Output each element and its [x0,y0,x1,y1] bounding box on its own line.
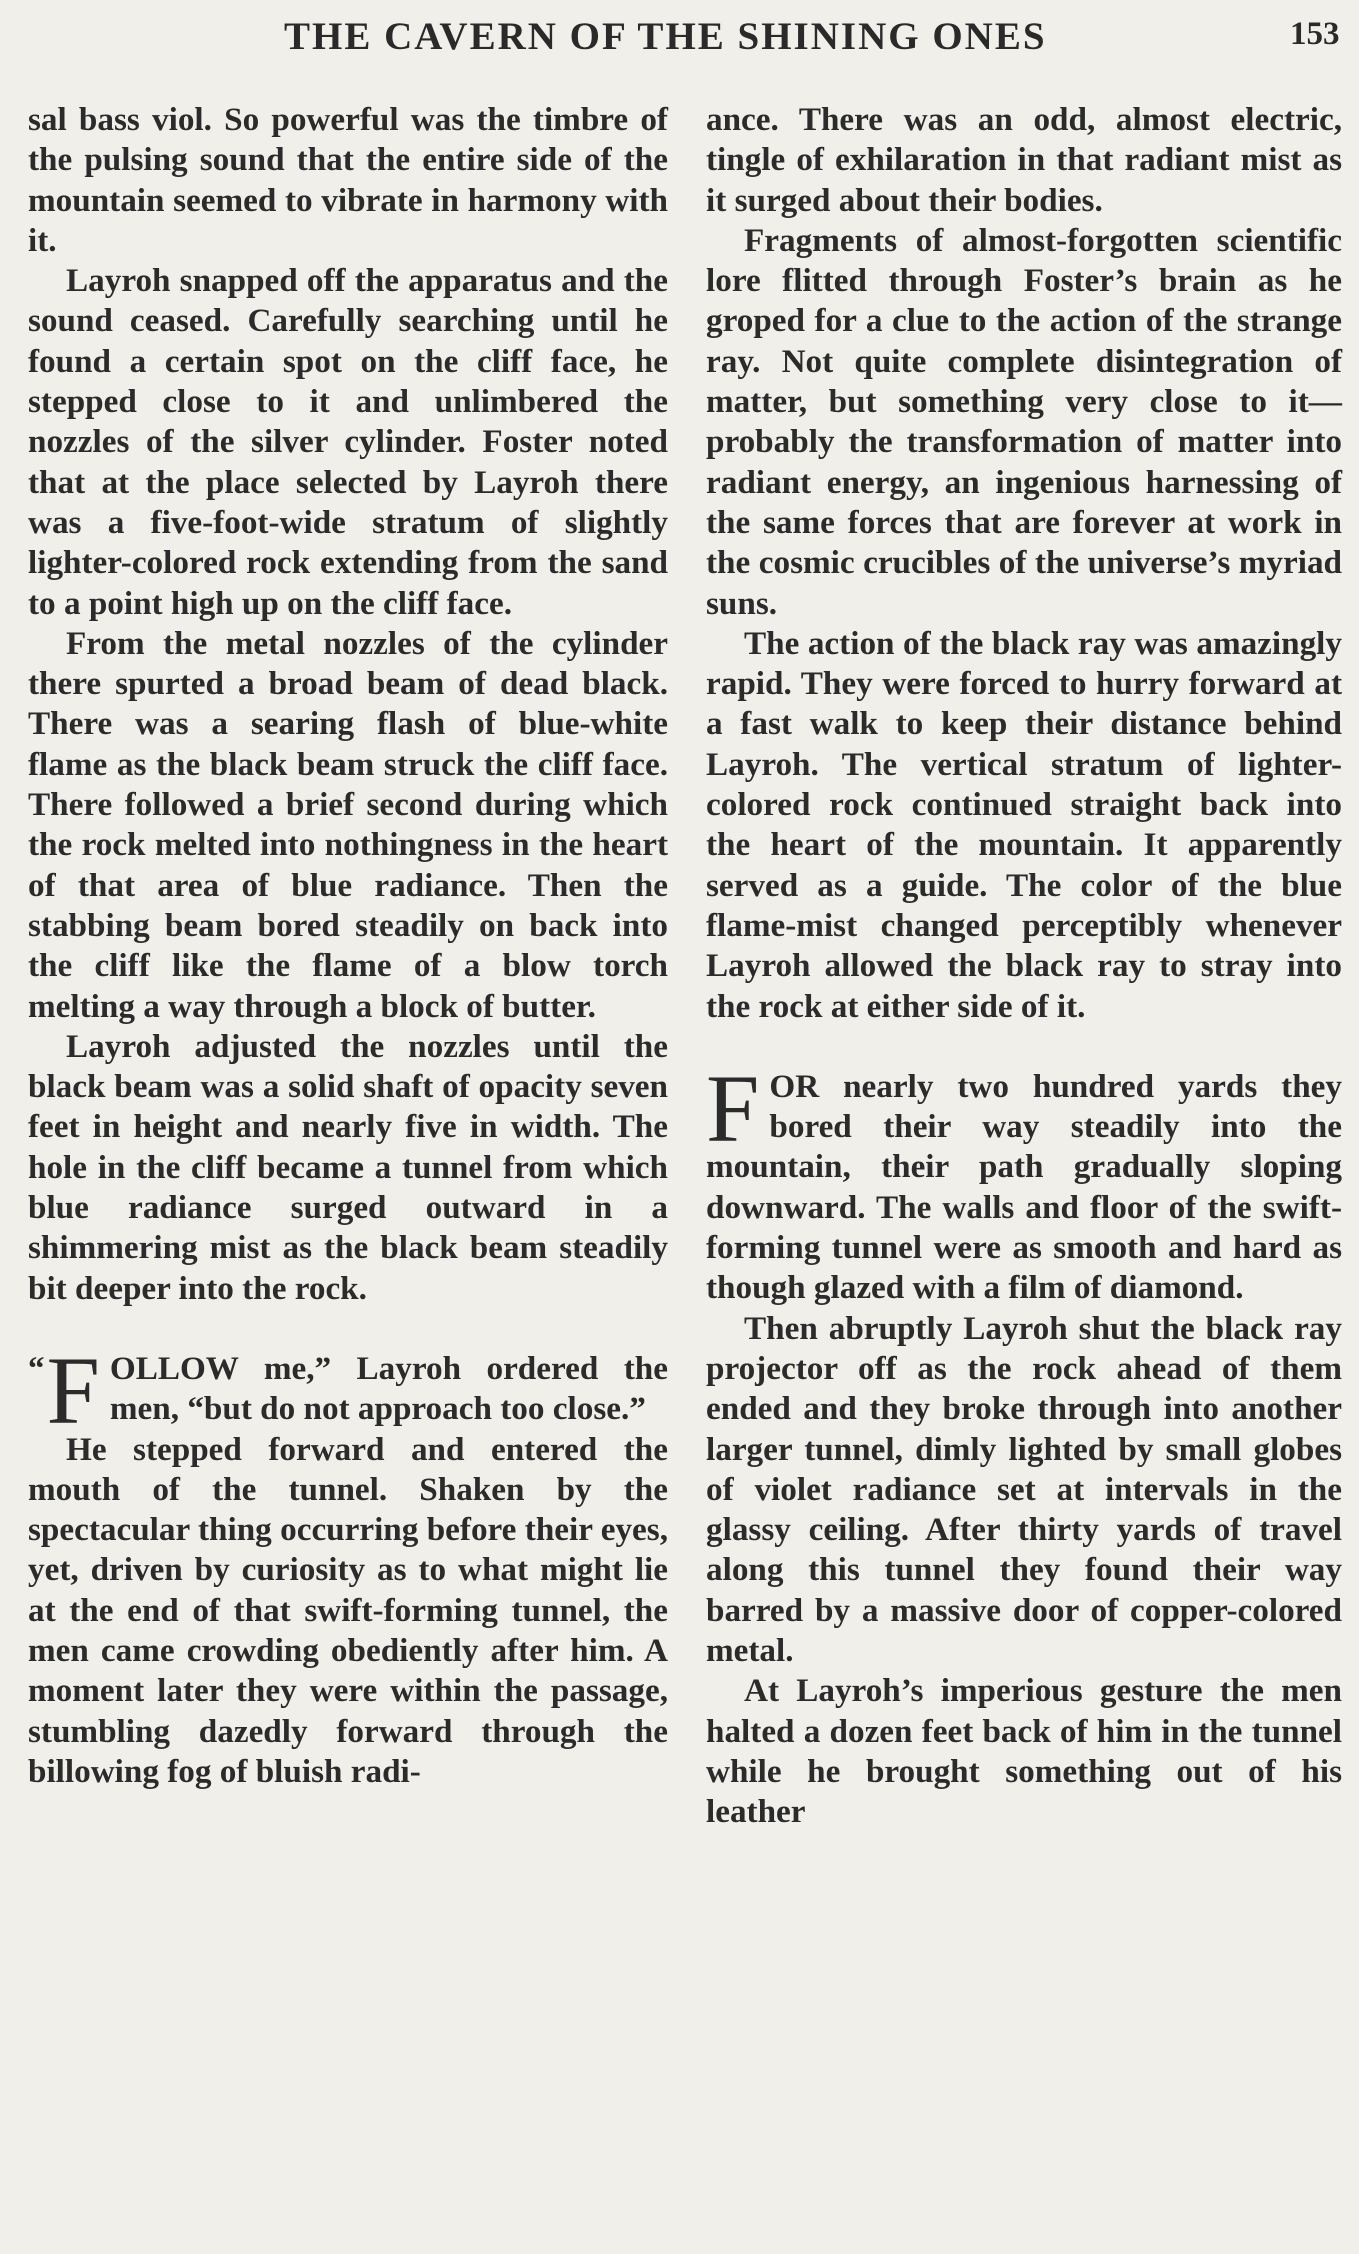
section-opening-paragraph [28,1336,668,1444]
paragraph: At Layroh’s imperious gesture the men halted a dozen feet back of him in the tunnel while he brought something out of his leather [706,1672,1342,1831]
left-column [28,100,668,1792]
paragraph: Fragments of almost-forgotten scientific lore flitted through Foster’s brain as he groped for a clue to the action of the strange ray. Not quite complete disintegration of matter, but something very close to it—probably the transformation of matter into radiant energy, an ingenious harnessing of the same forces that are forever at work in the cosmic crucibles of the universe’s myriad suns. [706,221,1342,622]
section-gap [706,1027,1342,1067]
opening-quote: “ [28,1350,45,1387]
paragraph-text: OR nearly two hundred yards they bored their way steadily into the mountain, their path gradually sloping downward. The walls and floor of the swift-forming tunnel were as smooth and hard as though glazed with a film of diamond. [706,1067,1342,1307]
paragraph: The action of the black ray was amazingly rapid. They were forced to hurry forward at a fast walk to keep their distance behind Layroh. The vertical stratum of lighter-colored rock continued straight back into the heart of the mountain. It apparently served as a guide. The color of the blue flame-mist changed perceptibly whenever Layroh allowed the black ray to stray into the rock at either side of it. [706,624,1342,1025]
paragraph: sal bass viol. So powerful was the timbre of the pulsing sound that the entire side of the mountain seemed to vibrate in harmony with it. [28,101,668,259]
paragraph: He stepped forward and entered the mouth of the tunnel. Shaken by the spectacular thing occurring before their eyes, yet, driven by curiosity as to what might lie at the end of that swift-forming tunnel, the men came crowding obediently after him. A moment later they were within the passage, stumbling dazedly forward through the billowing fog of bluish radi- [28,1430,668,1790]
page-header [0,14,1359,66]
right-column [706,100,1342,1832]
paragraph: Layroh adjusted the nozzles until the black beam was a solid shaft of opacity seven feet in height and nearly five in width. The hole in the cliff became a tunnel from which blue radiance surged outward in a shimmering mist as the black beam steadily bit deeper into the rock. [28,1027,668,1307]
paragraph: Then abruptly Layroh shut the black ray projector off as the rock ahead of them ended and they broke through into another larger tunnel, dimly lighted by small globes of violet radiance set at intervals in the glassy ceiling. After thirty yards of travel along this tunnel they found their way barred by a massive door of copper-colored metal. [706,1309,1342,1669]
drop-cap: F [46,1336,100,1444]
page-number: 153 [1290,16,1340,52]
paragraph: From the metal nozzles of the cylinder there spurted a broad beam of dead black. There was a searing flash of blue-white flame as the black beam struck the cliff face. There followed a brief second during which the rock melted into nothingness in the heart of that area of blue radiance. Then the stabbing beam bored steadily on back into the cliff like the flame of a blow torch melting a way through a block of butter. [28,624,668,1025]
running-title: THE CAVERN OF THE SHINING ONES [284,15,1047,58]
drop-cap: F [706,1054,760,1162]
paragraph: Layroh snapped off the apparatus and the sound ceased. Carefully searching until he found a certain spot on the cliff face, he stepped close to it and unlimbered the nozzles of the silver cylinder. Foster noted that at the place selected by Layroh there was a five-foot-wide stratum of slightly lighter-colored rock extending from the sand to a point high up on the cliff face. [28,262,668,622]
section-opening-paragraph [706,1054,1342,1309]
paragraph: ance. There was an odd, almost electric, tingle of exhilaration in that radiant mist as it surged about their bodies. [706,101,1342,219]
section-gap [28,1309,668,1349]
paragraph-text: OLLOW me,” Layroh ordered the men, “but do not approach too close.” [109,1349,668,1428]
